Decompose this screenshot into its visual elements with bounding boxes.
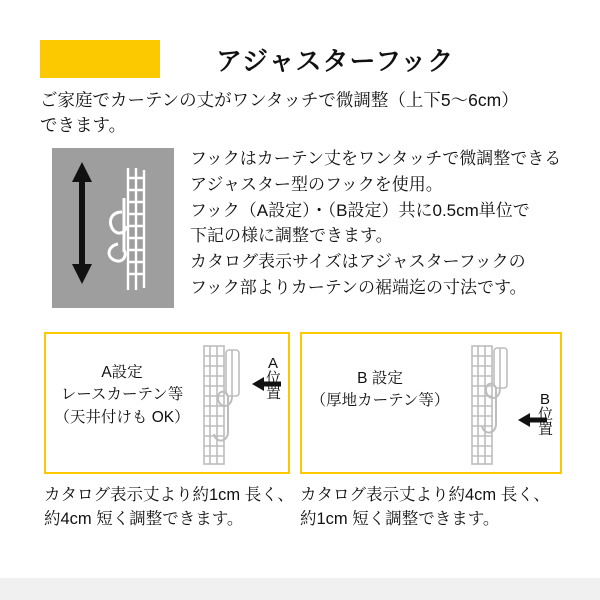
setting-box-b xyxy=(300,332,562,474)
position-label-a xyxy=(266,356,280,401)
position-label-b-char-1: B xyxy=(539,391,550,408)
setting-box-a xyxy=(44,332,290,474)
title-banner xyxy=(40,40,560,78)
middle-line-2: アジャスター型のフックを使用。 xyxy=(190,174,443,194)
setting-b-label-line-2: （厚地カーテン等） xyxy=(310,392,450,410)
intro-line-1: ご家庭でカーテンの丈がワンタッチで微調整（上下5〜6cm） xyxy=(40,90,519,110)
intro-line-2: できます。 xyxy=(40,114,127,135)
setting-a-label-line-2: レースカーテン等 xyxy=(60,386,184,404)
middle-line-6: フック部よりカーテンの裾端迄の寸法です。 xyxy=(190,278,527,298)
setting-a-label xyxy=(54,362,190,429)
hook-diagram-a xyxy=(188,340,258,470)
caption-b: カタログ表示丈より約4cm 長く、約1cm 短く調整できます。 xyxy=(300,486,550,528)
setting-b-label xyxy=(310,368,450,413)
position-label-a-char-2: 位 xyxy=(266,370,282,387)
position-label-a-char-3: 置 xyxy=(266,385,282,402)
middle-line-3: フック（A設定）・（B設定）共に0.5cm単位で xyxy=(190,200,530,220)
position-label-b xyxy=(538,392,552,437)
page-title: アジャスターフック xyxy=(216,45,455,76)
setting-a-label-line-1: A設定 xyxy=(101,364,143,381)
setting-a-label-line-3: （天井付けも OK） xyxy=(54,408,190,426)
middle-line-1: フックはカーテン丈をワンタッチで微調整できる xyxy=(190,149,562,168)
middle-line-4: 下記の様に調整できます。 xyxy=(190,226,393,246)
title-inner xyxy=(160,40,560,78)
position-label-b-char-2: 位 xyxy=(538,406,554,423)
caption-a: カタログ表示丈より約1cm 長く、約4cm 短く調整できます。 xyxy=(44,486,294,528)
middle-text xyxy=(190,146,562,301)
middle-block xyxy=(40,148,564,314)
setting-b-label-line-1: B 設定 xyxy=(357,370,403,387)
bottom-strip xyxy=(0,578,600,600)
hook-photo xyxy=(52,148,174,308)
position-label-a-char-1: A xyxy=(267,355,278,372)
hook-diagram-b xyxy=(458,340,530,470)
position-label-b-char-3: 置 xyxy=(538,421,554,438)
intro-paragraph xyxy=(40,88,564,138)
middle-line-5: カタログ表示サイズはアジャスターフックの xyxy=(190,252,526,272)
